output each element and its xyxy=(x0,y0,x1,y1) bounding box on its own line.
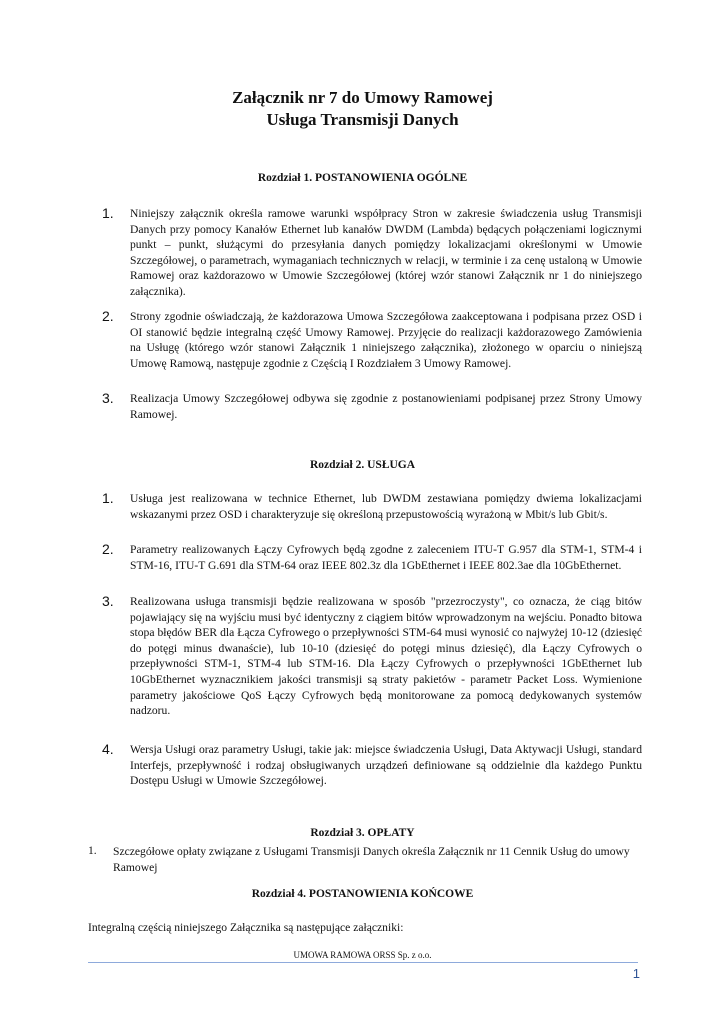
item-number: 3. xyxy=(102,390,114,406)
document-title-line2: Usługa Transmisji Danych xyxy=(266,110,459,129)
page-footer: UMOWA RAMOWA ORSS Sp. z o.o. xyxy=(293,950,432,960)
item-text: Usługa jest realizowana w technice Ethernet, lub DWDM zestawiana pomiędzy dwiema lokalizacjami wskazanymi przez OSD i charakteryzuje się określoną przepustowością wyrażoną w Mbit/s lub Gbit/s. xyxy=(130,492,642,521)
section-2-heading: Rozdział 2. USŁUGA xyxy=(309,459,416,471)
document-title-line1: Załącznik nr 7 do Umowy Ramowej xyxy=(232,88,493,107)
item-text: Szczegółowe opłaty związane z Usługami Transmisji Danych określa Załącznik nr 11 Cennik Usług do umowy Ramowej xyxy=(113,845,630,874)
item-number: 3. xyxy=(102,593,114,609)
section-4-heading: Rozdział 4. POSTANOWIENIA KOŃCOWE xyxy=(251,888,474,900)
item-number: 4. xyxy=(102,741,114,757)
item-text: Wersja Usługi oraz parametry Usługi, takie jak: miejsce świadczenia Usługi, Data Aktywacji Usługi, standard Interfejs, przepływność i rodzaj obsługiwanych urządzeń definiowane są oddzielnie dla każdego Punktu Dostępu Usługi w Umowie Szczegółowej. xyxy=(130,743,642,788)
item-text: Realizacja Umowy Szczegółowej odbywa się zgodnie z postanowieniami podpisanej przez Strony Umowy Ramowej. xyxy=(130,392,642,421)
section-1-heading: Rozdział 1. POSTANOWIENIA OGÓLNE xyxy=(257,172,468,184)
item-number: 1. xyxy=(102,205,114,221)
item-number: 1. xyxy=(102,490,114,506)
section-3-heading: Rozdział 3. OPŁATY xyxy=(310,827,415,839)
item-number: 2. xyxy=(102,541,114,557)
page-number: 1 xyxy=(632,966,640,981)
item-text: Parametry realizowanych Łączy Cyfrowych będą zgodne z zaleceniem ITU-T G.957 dla STM-1, STM-4 i STM-16, ITU-T G.691 dla STM-64 oraz IEEE 802.3z dla 1GbEthernet i IEEE 802.3ae dla 10GbEthernet. xyxy=(130,543,642,572)
item-text: Strony zgodnie oświadczają, że każdorazowa Umowa Szczegółowa zaakceptowana i podpisana przez OSD i OI stanowić będzie integralną część Umowy Ramowej. Przyjęcie do realizacji każdorazowego Zamówienia na Usługę (którego wzór stanowi Załącznik 1 niniejszego załącznika), złożonego w oparciu o niniejszą Umowę Ramową, następuje zgodnie z Częścią I Rozdziałem 3 Umowy Ramowej. xyxy=(130,310,642,370)
section-4-paragraph: Integralną częścią niniejszego Załącznika są następujące załączniki: xyxy=(88,921,404,934)
item-text: Realizowana usługa transmisji będzie realizowana w sposób "przezroczysty", co oznacza, że ciąg bitów pojawiający się na wyjściu musi być identyczny z ciągiem bitów wprowadzonym na wejściu. Ponadto bitowa stopa błędów BER dla Łącza Cyfrowego o przepływności STM-64 musi wynosić co najwyżej 10-12 (dziesięć do potęgi minus dwanaście), lub 10-10 (dziesięć do potęgi minus dziesięć), dla Łączy Cyfrowych o przepływności STM-1, STM-4 lub STM-16. Dla Łączy Cyfrowych o przepływności 1GbEthernet lub 10GbEthernet wyznacznikiem jakości transmisji są straty pakietów - parametr Packet Loss. Wymienione parametry jakościowe QoS Łączy Cyfrowych będą monitorowane za pomocą dedykowanych systemów nadzoru. xyxy=(130,595,642,718)
item-number: 2. xyxy=(102,308,114,324)
item-text: Niniejszy załącznik określa ramowe warunki współpracy Stron w zakresie świadczenia usług Transmisji Danych przy pomocy Kanałów Ethernet lub kanałów DWDM (Lambda) będących połączeniami logicznymi punkt – punkt, służącymi do przesyłania danych pomiędzy lokalizacjami określonymi w Umowie Szczegółowej, o parametrach, wymaganiach technicznych w relacji, w terminie i za cenę ustaloną w Umowie Ramowej oraz każdorazowo w Umowie Szczegółowej (której wzór stanowi Załącznik nr 1 do niniejszego załącznika). xyxy=(130,207,642,298)
footer-divider xyxy=(88,962,638,963)
item-number: 1. xyxy=(88,844,97,857)
